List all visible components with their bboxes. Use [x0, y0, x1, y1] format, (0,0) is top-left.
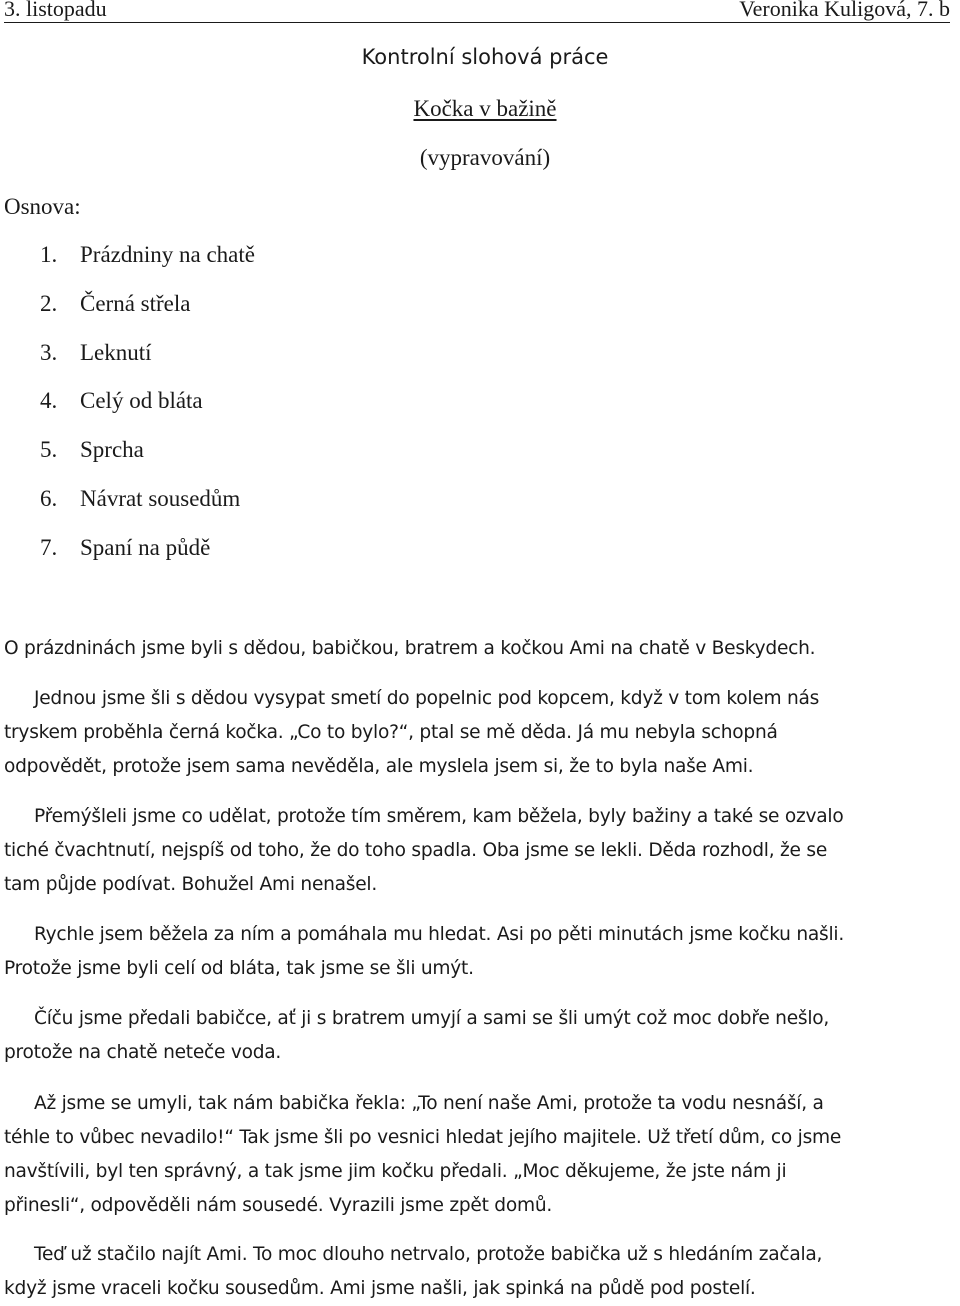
- outline-item-number: 5.: [40, 437, 58, 463]
- paragraph-2: [4, 682, 958, 784]
- paragraph-line: tiché čvachtnutí, nejspíš od toho, že do toho spadla. Oba jsme se lekli. Děda rozhodl, že se: [4, 840, 828, 861]
- outline-item-number: 3.: [40, 339, 58, 365]
- outline-item-text: Celý od bláta: [80, 388, 203, 414]
- paragraph-line: protože na chatě neteče voda.: [4, 1042, 282, 1063]
- paragraph-line: Rychle jsem běžela za ním a pomáhala mu hledat. Asi po pěti minutách jsme kočku našli.: [34, 924, 844, 945]
- outline-heading: Osnova:: [4, 194, 81, 219]
- paragraph-4: [4, 918, 958, 986]
- paragraph-line: Jednou jsme šli s dědou vysypat smetí do popelnic pod kopcem, když v tom kolem nás: [34, 688, 820, 709]
- outline-item-text: Leknutí: [80, 339, 152, 365]
- paragraph-line: Přemýšleli jsme co udělat, protože tím směrem, kam běžela, byly bažiny a také se ozvalo: [34, 806, 844, 827]
- paragraph-1: [4, 632, 958, 666]
- paragraph-line: Teď už stačilo najít Ami. To moc dlouho netrvalo, protože babička už s hledáním začala,: [34, 1244, 823, 1265]
- paragraph-line: Až jsme se umyli, tak nám babička řekla: „To není naše Ami, protože ta vodu nesnáší, a: [34, 1093, 824, 1114]
- document-title: Kočka v bažině: [413, 96, 557, 121]
- outline-item-number: 2.: [40, 290, 58, 316]
- header-author: Veronika Kuligová, 7. b: [739, 0, 950, 21]
- header-date: 3. listopadu: [4, 0, 107, 21]
- document-subtitle: (vypravování): [419, 145, 551, 170]
- paragraph-line: Číču jsme předali babičce, ať ji s bratrem umyjí a sami se šli umýt což moc dobře nešlo,: [34, 1008, 830, 1029]
- paragraph-line: téhle to vůbec nevadilo!“ Tak jsme šli po vesnici hledat jejího majitele. Už třetí dům, co jsme: [4, 1127, 842, 1148]
- document-type: Kontrolní slohová práce: [361, 45, 609, 69]
- outline-item-text: Sprcha: [80, 437, 144, 463]
- paragraph-line: navštívili, byl ten správný, a tak jsme jim kočku předali. „Moc děkujeme, že jste nám ji: [4, 1161, 787, 1182]
- page-header: [4, 0, 950, 23]
- paragraph-6: [4, 1087, 958, 1223]
- paragraph-line: tam půjde podívat. Bohužel Ami nenašel.: [4, 874, 378, 895]
- outline-item-number: 1.: [40, 242, 58, 267]
- paragraph-line: O prázdninách jsme byli s dědou, babičkou, bratrem a kočkou Ami na chatě v Beskydech.: [4, 638, 816, 659]
- outline-item-text: Černá střela: [80, 290, 191, 316]
- paragraph-7: [4, 1238, 958, 1306]
- outline-item-text: Spaní na půdě: [80, 534, 211, 560]
- paragraph-line: Protože jsme byli celí od bláta, tak jsme se šli umýt.: [4, 958, 474, 979]
- paragraph-3: [4, 800, 958, 902]
- outline-item-text: Prázdniny na chatě: [80, 242, 255, 267]
- paragraph-line: když jsme vraceli kočku sousedům. Ami jsme našli, jak spinká na půdě pod postelí.: [4, 1278, 756, 1299]
- outline-item-text: Návrat sousedům: [80, 485, 241, 511]
- outline-item-number: 6.: [40, 485, 58, 511]
- paragraph-5: [4, 1002, 958, 1070]
- outline-item-number: 7.: [40, 534, 58, 560]
- paragraph-line: odpovědět, protože jsem sama nevěděla, ale myslela jsem si, že to byla naše Ami.: [4, 756, 754, 777]
- paragraph-line: přinesli“, odpověděli nám sousedé. Vyrazili jsme zpět domů.: [4, 1195, 553, 1216]
- paragraph-line: tryskem proběhla černá kočka. „Co to bylo?“, ptal se mě děda. Já mu nebyla schopná: [4, 722, 778, 743]
- outline-item-number: 4.: [40, 388, 58, 414]
